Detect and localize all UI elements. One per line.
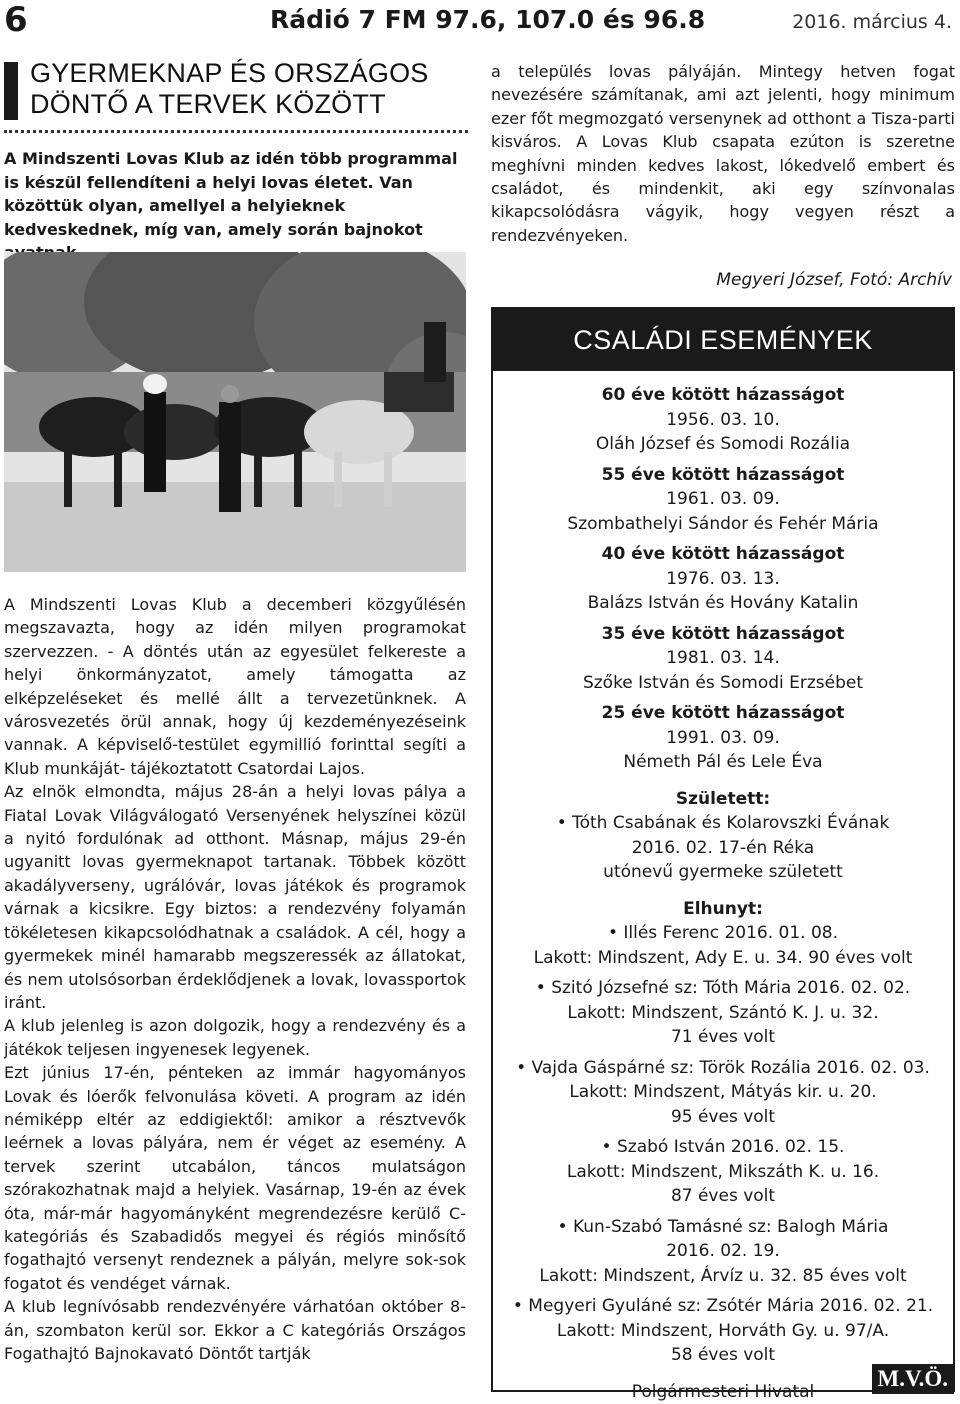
death-line: Lakott: Mindszent, Horváth Gy. u. 97/A. (493, 1319, 953, 1344)
death-line: • Kun-Szabó Tamásné sz: Balogh Mária (493, 1215, 953, 1240)
anniversary-names: Németh Pál és Lele Éva (493, 750, 953, 775)
horse-carriage-photo (4, 252, 466, 572)
anniversary-date: 1981. 03. 14. (493, 646, 953, 671)
family-events-panel (491, 307, 955, 1392)
article-body-right (491, 60, 955, 247)
deaths-heading: Elhunyt: (493, 897, 953, 922)
title-accent-bar (4, 62, 18, 120)
birth-line: utónevű gyermeke született (493, 860, 953, 885)
death-line: • Megyeri Gyuláné sz: Zsótér Mária 2016. 02. 21. (493, 1294, 953, 1319)
anniversary-heading: 40 éve kötött házasságot (493, 542, 953, 567)
issue-date: 2016. március 4. (792, 8, 952, 36)
death-line: 58 éves volt (493, 1343, 953, 1368)
signature: Polgármesteri Hivatal (493, 1380, 953, 1404)
article-paragraph: A klub jelenleg is azon dolgozik, hogy a rendezvény és a játékok teljesen ingyenesek legyenek. (4, 1014, 466, 1061)
death-line: Lakott: Mindszent, Ady E. u. 34. 90 éves volt (493, 946, 953, 971)
death-entry (493, 921, 953, 970)
title-dotted-divider (4, 130, 468, 133)
death-line: Lakott: Mindszent, Mátyás kir. u. 20. (493, 1080, 953, 1105)
anniversary-names: Balázs István és Hovány Katalin (493, 591, 953, 616)
death-line: • Szabó István 2016. 02. 15. (493, 1135, 953, 1160)
death-entry (493, 1215, 953, 1289)
death-entry (493, 1056, 953, 1130)
births-heading: Született: (493, 787, 953, 812)
death-entry (493, 976, 953, 1050)
death-line: • Vajda Gáspárné sz: Török Rozália 2016. 02. 03. (493, 1056, 953, 1081)
article-lead: A Mindszenti Lovas Klub az idén több programmal is készül fellendíteni a helyi lovas életet. Van közöttük olyan, amellyel a helyieknek kedveskednek, míg van, amely során bajnokot (4, 147, 470, 265)
anniversary-date: 1991. 03. 09. (493, 726, 953, 751)
death-line: Lakott: Mindszent, Árvíz u. 32. 85 éves volt (493, 1264, 953, 1289)
anniversary-date: 1961. 03. 09. (493, 487, 953, 512)
death-line: Lakott: Mindszent, Szántó K. J. u. 32. (493, 1001, 953, 1026)
death-line: Lakott: Mindszent, Mikszáth K. u. 16. (493, 1160, 953, 1185)
anniversary-date: 1976. 03. 13. (493, 567, 953, 592)
death-entry (493, 1135, 953, 1209)
article-byline: Megyeri József, Fotó: Archív (716, 268, 952, 292)
anniversary-names: Oláh József és Somodi Rozália (493, 432, 953, 457)
anniversary-entry (493, 701, 953, 775)
anniversary-heading: 60 éve kötött házasságot (493, 383, 953, 408)
article-paragraph: Ezt június 17-én, pénteken az immár hagyományos Lovak és lóerők felvonulása követi. A program az idén némiképp eltér az eddigiektől: amikor a résztvevők leérnek a lovas pályára, nem ér véget az esemény. A tervek szerint utcabálon, táncos mulatságon szórakozhatnak majd a helyiek. Vasárnap, 19-én az évek óta, már-már hagyományként megrendezésre kerülő C-kategóriás és Szabadidős megyei és régiós minősítő fogathajtó versenyt rendeznek a pályán, melyre sok-sok fogatot és vendéget várnak. (4, 1061, 466, 1295)
mvo-logo: M.V.Ö. (872, 1364, 955, 1394)
family-events-body (493, 371, 953, 1404)
anniversary-names: Szőke István és Somodi Erzsébet (493, 671, 953, 696)
death-line: 2016. 02. 19. (493, 1239, 953, 1264)
death-line: • Szitó Józsefné sz: Tóth Mária 2016. 02. 02. (493, 976, 953, 1001)
article-photo (4, 252, 466, 572)
anniversary-date: 1956. 03. 10. (493, 408, 953, 433)
birth-line: • Tóth Csabának és Kolarovszki Évának (493, 811, 953, 836)
death-line: 87 éves volt (493, 1184, 953, 1209)
anniversary-entry (493, 463, 953, 537)
article-paragraph: A Mindszenti Lovas Klub a decemberi közgyűlésén megszavazta, hogy az idén milyen programokat szervezzen. - A döntés után az egyesület felkereste a helyi önkormányzatot, amely támogatta az elképzeléseket és mellé állt a tervezetünknek. A városvezetés örül annak, hogy új kezdeményezéseink vannak. A képviselő-testület egymillió forinttal segíti a Klub munkáját- tájékoztatott Csatordai Lajos. (4, 593, 466, 780)
birth-entry (493, 811, 953, 885)
anniversary-entry (493, 383, 953, 457)
masthead: Rádió 7 FM 97.6, 107.0 és 96.8 (270, 4, 705, 36)
birth-line: 2016. 02. 17-én Réka (493, 836, 953, 861)
anniversary-entry (493, 622, 953, 696)
article-title-line-2: DÖNTŐ A TERVEK KÖZÖTT (30, 89, 460, 120)
death-line: 71 éves volt (493, 1025, 953, 1050)
anniversary-entry (493, 542, 953, 616)
article-title (30, 58, 460, 120)
article-title-line-1: GYERMEKNAP ÉS ORSZÁGOS (30, 58, 460, 89)
death-line: • Illés Ferenc 2016. 01. 08. (493, 921, 953, 946)
anniversary-heading: 55 éve kötött házasságot (493, 463, 953, 488)
anniversary-heading: 35 éve kötött házasságot (493, 622, 953, 647)
article-body-left (4, 593, 466, 1402)
family-events-header: CSALÁDI ESEMÉNYEK (493, 309, 953, 371)
article-paragraph: A klub legnívósabb rendezvényére várhatóan október 8-án, szombaton kerül sor. Ekkor a C kategóriás Országos Fogathajtó Bajnokavató Döntőt tartják (4, 1295, 466, 1365)
anniversary-heading: 25 éve kötött házasságot (493, 701, 953, 726)
page-number: 6 (4, 0, 28, 40)
article-paragraph: a település lovas pályáján. Mintegy hetven fogat nevezésére számítanak, ami azt jelenti, hogy minimum ezer főt megmozgató versenynek ad otthont a Tisza-parti kisváros. A Lovas Klub csapata ezúton is szeretne meghívni minden kedves lakost, lókedvelő embert és családot, és mindenkit, aki egy színvonalas kikapcsolódásra vágyik, hogy vegyen részt a rendezvényeken. (491, 60, 955, 247)
anniversary-names: Szombathelyi Sándor és Fehér Mária (493, 512, 953, 537)
article-paragraph: Az elnök elmondta, május 28-án a helyi lovas pálya a Fiatal Lovak Világválogató Versenyének helyszínei közül a nyitó fordulónak ad otthont. Másnap, május 29-én ugyanitt lovas gyermeknapot tartanak. Többek között akadályverseny, ugrálóvár, lovas játékok és programok várnak a kicsikre. Egy biztos: a rendezvény folyamán tökéletesen kikapcsolódhatnak a családok. A cél, hogy a gyermekek minél hamarabb megszeressék az állatokat, és nem utolsósorban érdeklődjenek a lovak, lovassportok iránt. (4, 780, 466, 1014)
death-entry (493, 1294, 953, 1368)
death-line: 95 éves volt (493, 1105, 953, 1130)
